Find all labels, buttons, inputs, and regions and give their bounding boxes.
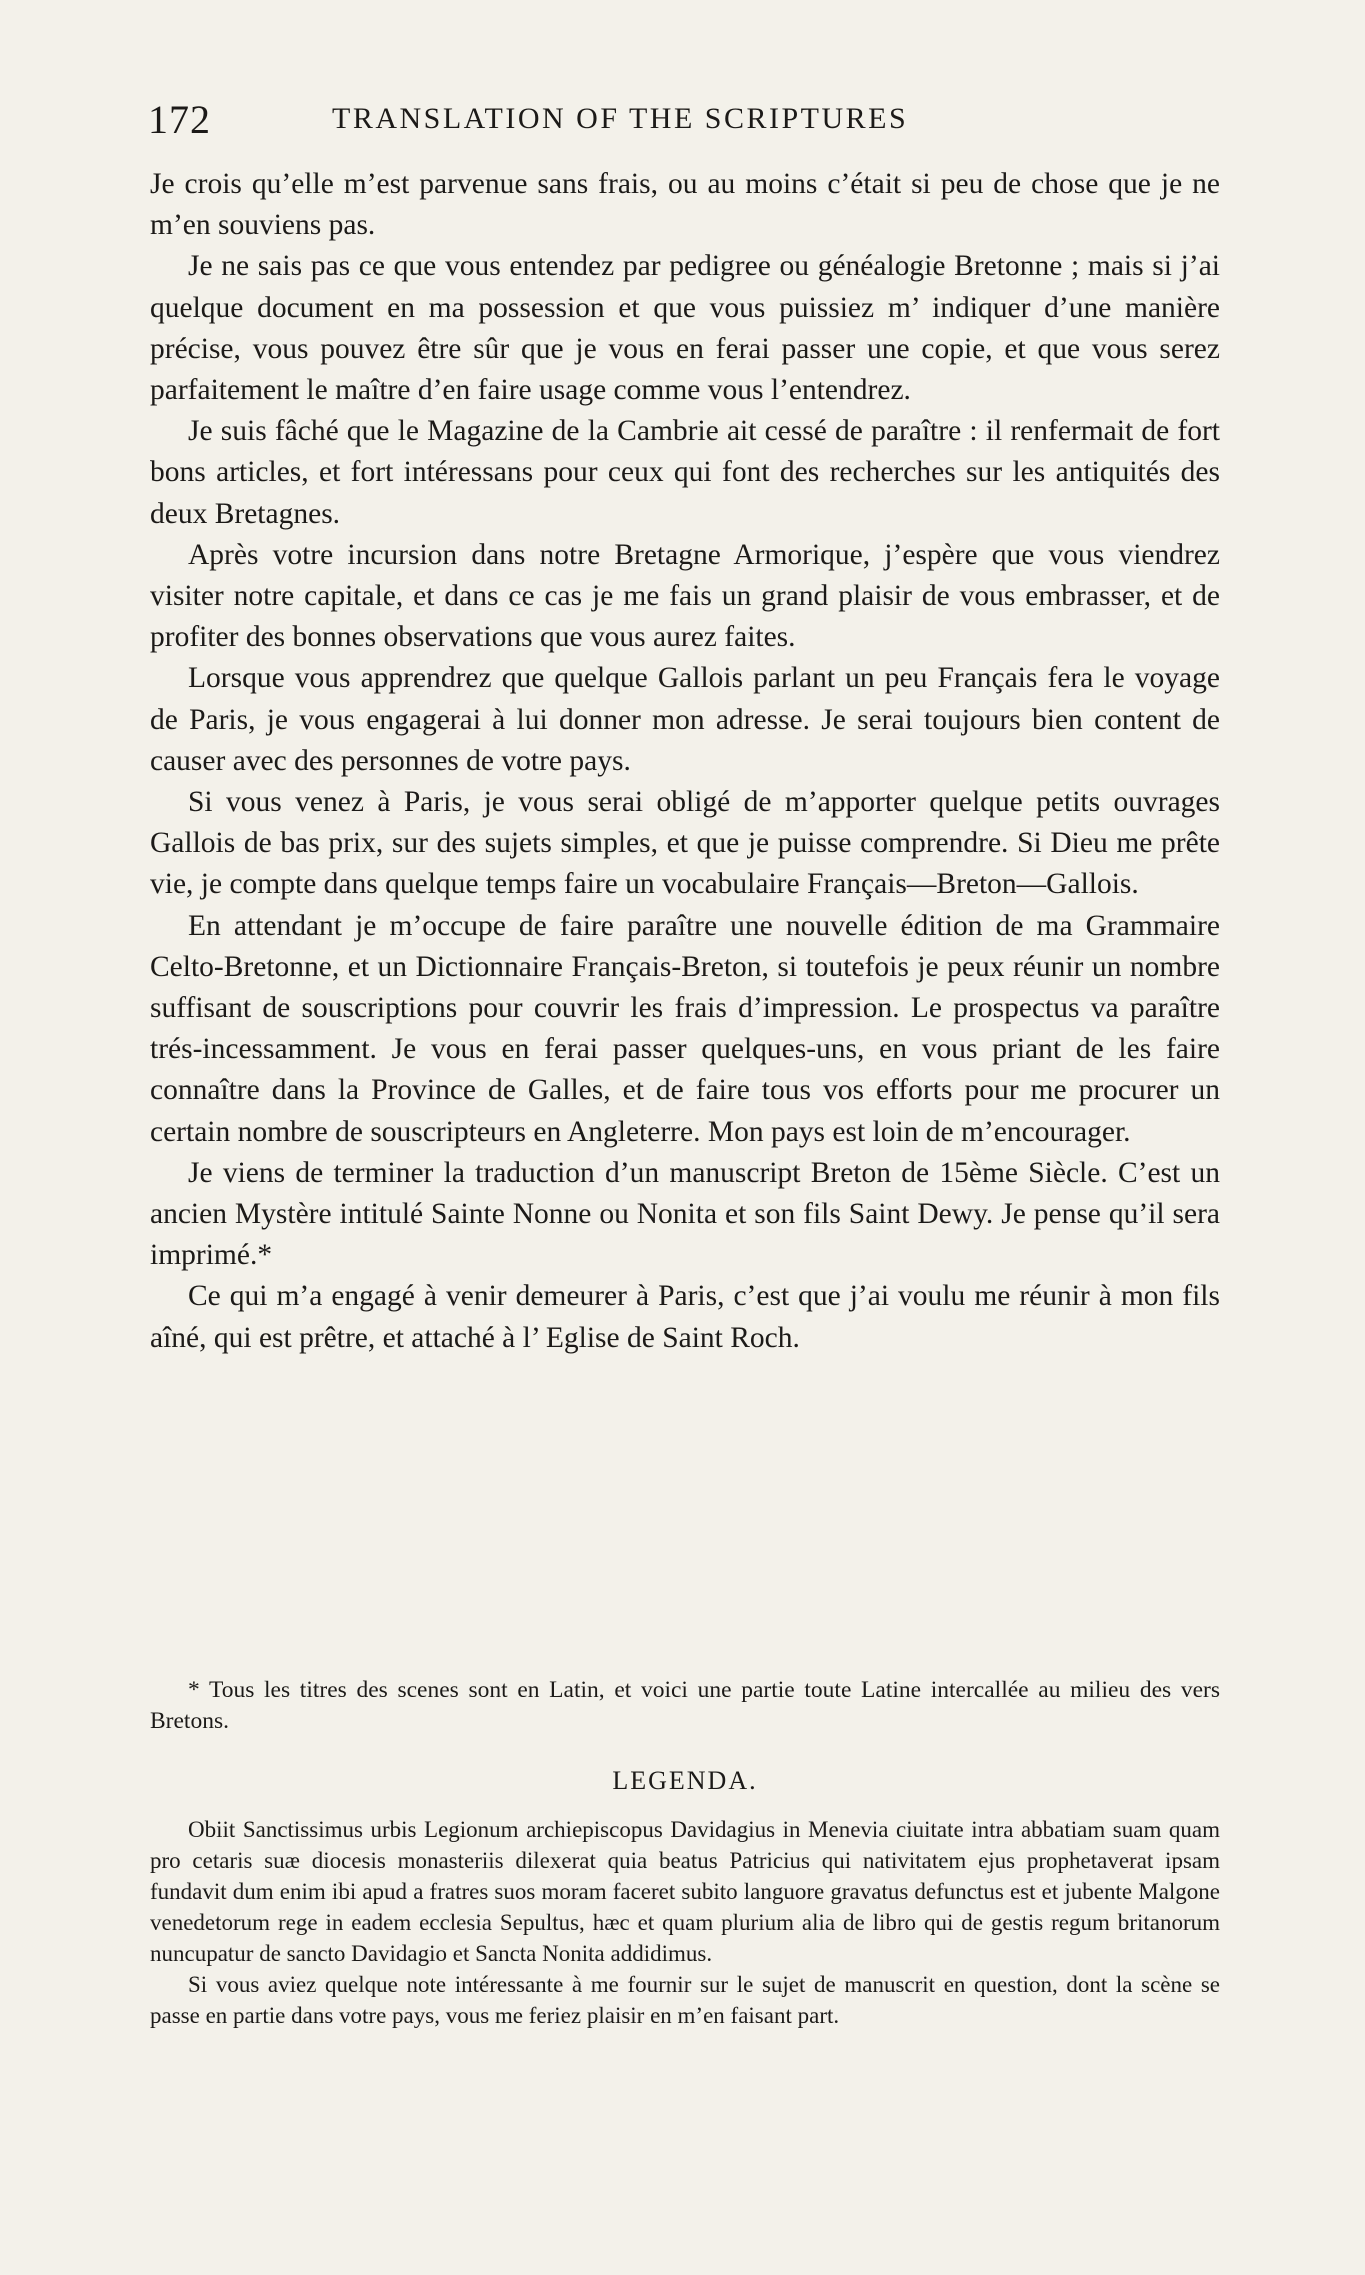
book-page bbox=[150, 0, 1230, 2275]
body-paragraph: Je viens de terminer la traduction d’un manuscript Breton de 15ème Siècle. C’est un ancien Mystère intitulé Sainte Nonne ou Nonita et son fils Saint Dewy. Je pense qu’il sera imprimé.* bbox=[150, 1156, 1220, 1272]
body-paragraph: Après votre incursion dans notre Bretagne Armorique, j’espère que vous viendrez visiter notre capitale, et dans ce cas je me fais un grand plaisir de vous embrasser, et de profiter des bonnes observations que vous aurez faites. bbox=[150, 538, 1220, 654]
legenda-heading: LEGENDA. bbox=[612, 1766, 758, 1795]
page-number: 172 bbox=[148, 97, 211, 142]
footnote-closing: Si vous aviez quelque note intéressante à me fournir sur le sujet de manuscrit en question, dont la scène se passe en partie dans votre pays, vous me feriez plaisir en m’en faisant part. bbox=[150, 1972, 1220, 2028]
running-title: TRANSLATION OF THE SCRIPTURES bbox=[332, 102, 909, 135]
body-paragraph: Si vous venez à Paris, je vous serai obligé de m’apporter quelque petits ouvrages Gallois de bas prix, sur des sujets simples, et que je puisse comprendre. Si Dieu me prête vie, je compte dans quelque temps faire un vocabulaire Français—Breton—Gallois. bbox=[150, 786, 1220, 901]
footnote bbox=[150, 1675, 1220, 2031]
body-paragraph: Je crois qu’elle m’est parvenue sans frais, ou au moins c’était si peu de chose que je ne m’en souviens pas. bbox=[150, 168, 1220, 242]
letter-body bbox=[150, 164, 1220, 1359]
body-paragraph: Je suis fâché que le Magazine de la Cambrie ait cessé de paraître : il renfermait de fort bons articles, et fort intéressans pour ceux qui font des recherches sur les antiquités des deux Bretagnes. bbox=[150, 415, 1220, 530]
footnote-note: * Tous les titres des scenes sont en Latin, et voici une partie toute Latine intercallée au milieu des vers Bretons. bbox=[150, 1677, 1220, 1734]
legenda-latin-text: Obiit Sanctissimus urbis Legionum archiepiscopus Davidagius in Menevia ciuitate intra abbatiam suam quam pro cetaris suæ diocesis monasteriis dilexerat quia beatus Patricius qui nativitatem ejus prophetaverat ipsam fundavit dum enim ibi apud a fratres suos moram faceret subito languore gravatus defunctus est et jubente Malgone venedetorum rege in eadem ecclesia Sepultus, hæc et quam plurium alia de libro qui de gestis regum britanorum nuncupatur de sancto Davidagio et Sancta Nonita addidimus. bbox=[150, 1817, 1220, 1966]
body-paragraph: Lorsque vous apprendrez que quelque Gallois parlant un peu Français fera le voyage de Paris, je vous engagerai à lui donner mon adresse. Je serai toujours bien content de causer avec des personnes de votre pays. bbox=[150, 662, 1220, 777]
page-header bbox=[150, 96, 1230, 156]
body-paragraph: En attendant je m’occupe de faire paraître une nouvelle édition de ma Grammaire Celto-Bretonne, et un Dictionnaire Français-Breton, si toutefois je peux réunir un nombre suffisant de souscriptions pour couvrir les frais d’impression. Le prospectus va paraître trés-incessamment. Je vous en ferai passer quelques-uns, en vous priant de les faire connaître dans la Province de Galles, et de faire tous vos efforts pour me procurer un certain nombre de souscripteurs en Angleterre. Mon pays est loin de m’encourager. bbox=[150, 909, 1220, 1148]
body-paragraph: Je ne sais pas ce que vous entendez par pedigree ou généalogie Bretonne ; mais si j’ai quelque document en ma possession et que vous puissiez m’ indiquer d’une manière précise, vous pouvez être sûr que je vous en ferai passer une copie, et que vous serez parfaitement le maître d’en faire usage comme vous l’entendrez. bbox=[150, 250, 1220, 407]
body-paragraph: Ce qui m’a engagé à venir demeurer à Paris, c’est que j’ai voulu me réunir à mon fils aîné, qui est prêtre, et attaché à l’ Eglise de Saint Roch. bbox=[150, 1280, 1220, 1354]
